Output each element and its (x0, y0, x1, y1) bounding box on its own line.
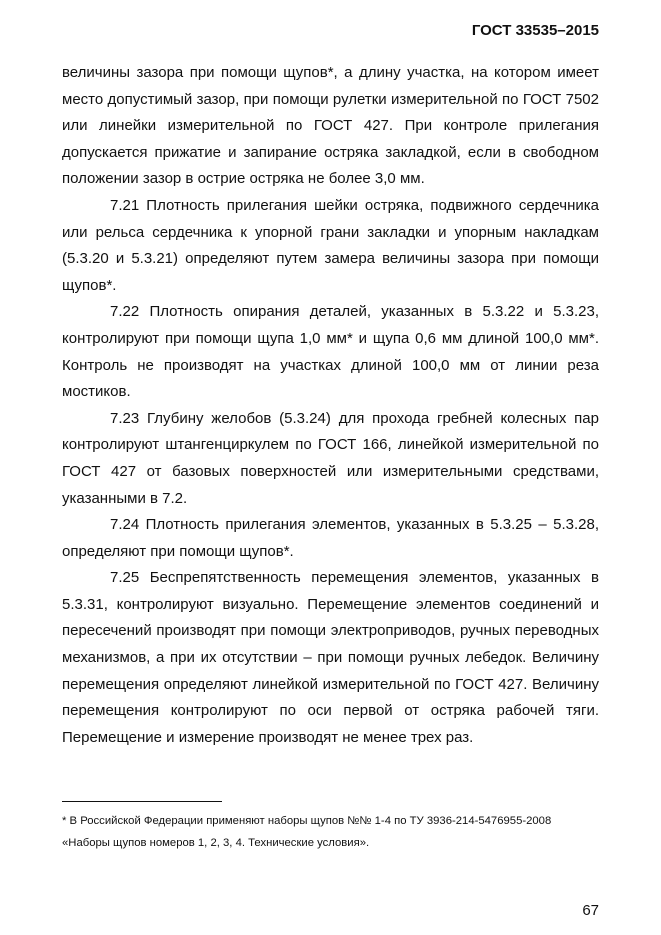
footnote (62, 810, 602, 854)
page-number: 67 (582, 902, 599, 919)
paragraph-7-23: 7.23 Глубину желобов (5.3.24) для прохода гребней колесных пар контролируют штангенциркулем по ГОСТ 166, линейкой измерительной по ГОСТ 427 от базовых поверхностей или измерительными средствами, указанными в 7.2. (62, 409, 599, 507)
footnote-line-2: «Наборы щупов номеров 1, 2, 3, 4. Технические условия». (62, 837, 370, 849)
paragraph-7-25: 7.25 Беспрепятственность перемещения элементов, указанных в 5.3.31, контролируют визуально. Перемещение элементов соединений и пересечений производят при помощи электроприводов, ручных переводных механизмов, а при их отсутствии – при помощи ручных лебедок. Величину перемещения определяют линейкой измерительной по ГОСТ 427. Величину перемещения контролируют по оси первой от остряка рабочей тяги. Перемещение и измерение производят не менее трех раз. (62, 569, 599, 746)
footnote-divider (62, 801, 222, 802)
footnote-line-1: * В Российской Федерации применяют наборы щупов №№ 1-4 по ТУ 3936-214-5476955-2008 (62, 815, 552, 827)
paragraph-continuation: величины зазора при помощи щупов*, а длину участка, на котором имеет место допустимый зазор, при помощи рулетки измерительной по ГОСТ 7502 или линейки измерительной по ГОСТ 427. При контроле прилегания допускается прижатие и запирание остряка закладкой, если в свободном положении зазор в острие остряка не более 3,0 мм. (62, 64, 599, 188)
paragraph-7-22: 7.22 Плотность опирания деталей, указанных в 5.3.22 и 5.3.23, контролируют при помощи щупа 1,0 мм* и щупа 0,6 мм длиной 100,0 мм*. Контроль не производят на участках длиной 100,0 мм от линии реза мостиков. (62, 303, 599, 401)
document-body (62, 60, 599, 751)
paragraph-7-21: 7.21 Плотность прилегания шейки остряка, подвижного сердечника или рельса сердечника к упорной грани закладки и упорным накладкам (5.3.20 и 5.3.21) определяют путем замера величины зазора при помощи щупов*. (62, 196, 599, 294)
document-header: ГОСТ 33535–2015 (471, 22, 599, 39)
paragraph-7-24: 7.24 Плотность прилегания элементов, указанных в 5.3.25 – 5.3.28, определяют при помощи щупов*. (62, 516, 599, 560)
